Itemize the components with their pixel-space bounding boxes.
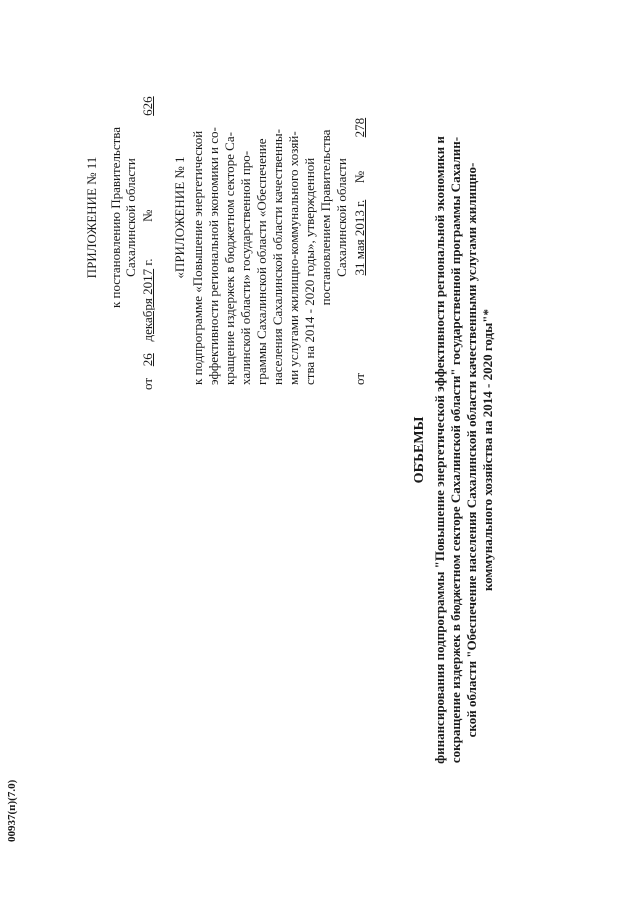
date-day: 26: [140, 353, 155, 367]
quote-line-6: населения Сахалинской области качественны-: [270, 129, 285, 385]
appendix-line-2: Сахалинской области: [123, 158, 138, 277]
date-month-year: декабря 2017: [140, 268, 155, 342]
quote-line-5: граммы Сахалинской области «Обеспечение: [254, 138, 269, 385]
document-code: 00937(п)(7.0): [6, 779, 18, 842]
quote-line-4: халинской области» государственной про-: [238, 150, 253, 385]
quote-line-2: эффективности региональной экономики и со-: [206, 127, 221, 385]
appendix-number: 626: [140, 96, 155, 116]
heading-title: ОБЪЕМЫ: [412, 416, 427, 484]
date-suffix: г.: [140, 258, 155, 266]
quote-date-prefix: от: [352, 372, 367, 385]
heading-line-4: коммунального хозяйства на 2014 - 2020 годы"*: [480, 308, 495, 592]
heading-line-3: ской области "Обеспечение населения Сахалинской области качественными услугами жилищно-: [464, 162, 479, 738]
quote-number-sign: №: [352, 170, 367, 184]
date-prefix: от: [140, 377, 155, 390]
quote-line-3: кращение издержек в бюджетном секторе Са-: [222, 132, 237, 385]
quote-number: 278: [352, 117, 367, 138]
quote-line-7: ми услугами жилищно-коммунального хозяй-: [286, 131, 301, 385]
appendix-line-1: к постановлению Правительства: [108, 126, 123, 309]
quote-title: «ПРИЛОЖЕНИЕ № 1: [172, 156, 187, 279]
quote-line-9: постановлением Правительства: [318, 129, 333, 306]
quote-date: 31 мая 2013 г.: [352, 199, 367, 276]
quote-line-1: к подпрограмме «Повышение энергетической: [190, 130, 205, 385]
quote-line-8: ства на 2014 - 2020 годы», утвержденной: [302, 157, 317, 385]
quote-line-10: Сахалинской области: [334, 158, 349, 277]
appendix-date-row: [140, 96, 155, 390]
heading-line-1: финансирования подпрограммы "Повышение энергетической эффективности региональной экономики и: [432, 136, 447, 764]
appendix-title: ПРИЛОЖЕНИЕ № 11: [84, 156, 99, 279]
heading-line-2: сокращение издержек в бюджетном секторе Сахалинской области" государственной программы Сахалин-: [448, 136, 463, 764]
number-sign: №: [140, 209, 155, 222]
quote-date-row: [352, 88, 367, 385]
